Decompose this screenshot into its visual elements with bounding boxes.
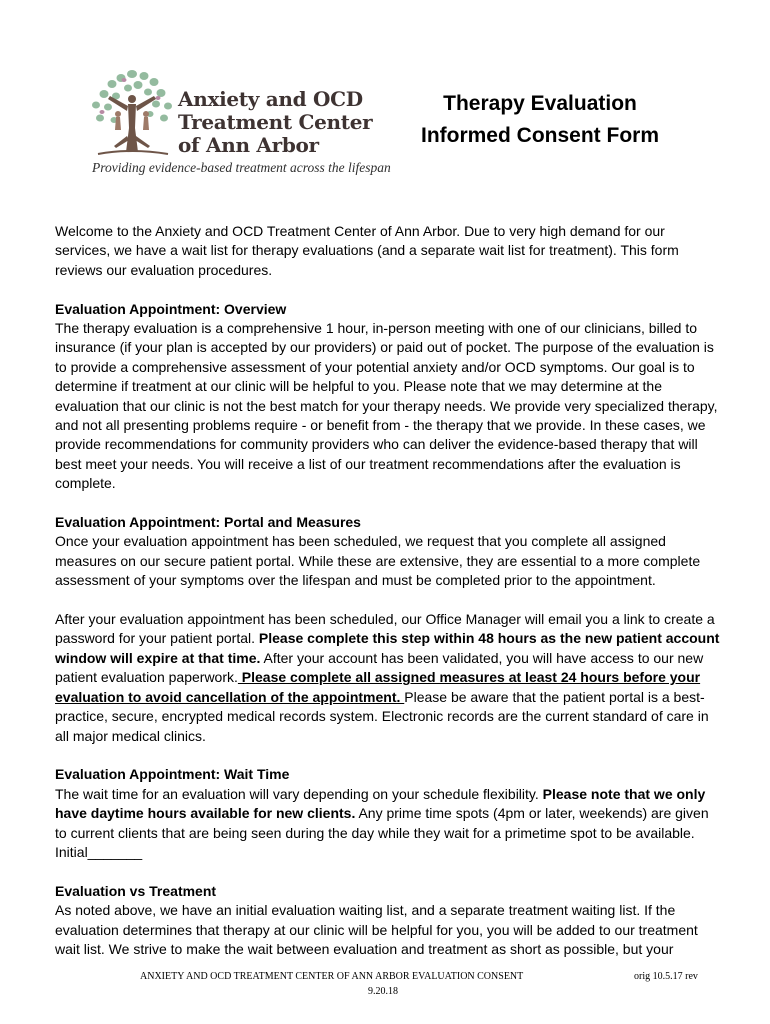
- title-line-2: Informed Consent Form: [420, 124, 659, 147]
- form-body: [55, 222, 720, 959]
- portal-heading: Evaluation Appointment: Portal and Measures: [55, 514, 361, 531]
- footer-revision: orig 10.5.17 rev: [634, 971, 698, 982]
- treatment-text: As noted above, we have an initial evaluation waiting list, and a separate treatment waiting list. If the evaluation determines that therapy at our clinic will be helpful for you, you will be added to our treatment wait list. We strive to make the wait between evaluation and treatment as short as possible, but your: [55, 902, 698, 957]
- prime-time-text: Any prime time spots (4pm or later, weekends) are given to current clients that are being seen during the day while they wait for a primetime spot to be available.: [55, 805, 709, 841]
- org-name-line: of Ann Arbor: [178, 133, 319, 157]
- portal-validation-text: After your account has been validated, you will have access to our new patient evaluation paperwork.: [55, 649, 704, 686]
- wait-time-text: The wait time for an evaluation will vary depending on your schedule flexibility.: [55, 785, 543, 802]
- portal-section: [55, 513, 720, 591]
- tagline: Providing evidence-based treatment across the lifespan: [92, 160, 391, 175]
- overview-text: The therapy evaluation is a comprehensive 1 hour, in-person meeting with one of our clinicians, billed to insurance (if your plan is accepted by our providers) or paid out of pocket. The purpose of the evaluation is to provide a comprehensive assessment of your potential anxiety and/or OCD symptoms. Our goal is to determine if treatment at our clinic will be helpful to you. Please note that we may determine at the evaluation that our clinic is not the best match for your therapy needs. We provide very specialized therapy, and not all presenting problems require - or benefit from - the therapy that we provide. In these cases, we provide recommendations for community providers who can deliver the evidence-based therapy that will best meet your needs. You will receive a list of our treatment recommendations after the evaluation is complete.: [55, 320, 718, 492]
- tree-logo-icon: [88, 66, 180, 162]
- footer-title: ANXIETY AND OCD TREATMENT CENTER OF ANN ARBOR EVALUATION CONSENT: [140, 971, 524, 982]
- overview-section: [55, 300, 720, 494]
- wait-time-heading: Evaluation Appointment: Wait Time: [55, 766, 290, 783]
- page-footer: [140, 969, 710, 999]
- clinic-logo: [88, 66, 391, 186]
- treatment-heading: Evaluation vs Treatment: [55, 882, 217, 899]
- title-line-1: Therapy Evaluation: [443, 92, 637, 115]
- organization-name: [178, 88, 372, 157]
- portal-instructions-paragraph: [55, 610, 720, 746]
- treatment-section: [55, 882, 720, 960]
- portal-instructions-text: After your evaluation appointment has been scheduled, our Office Manager will email you a link to create a password for your patient portal.: [55, 611, 715, 647]
- daytime-hours-notice: Please note that we only have daytime hours available for new clients.: [55, 785, 706, 822]
- portal-text: Once your evaluation appointment has been scheduled, we request that you complete all assigned measures on our secure patient portal. While these are extensive, they are essential to a more complete assessment of your symptoms over the lifespan and must be completed prior to the appointment.: [55, 533, 701, 589]
- overview-heading: Evaluation Appointment: Overview: [55, 300, 287, 317]
- portal-deadline-notice: Please complete this step within 48 hours as the new patient account window will expire at that time.: [55, 630, 720, 666]
- portal-security-text: Please be aware that the patient portal is a best-practice, secure, encrypted medical records system. Electronic records are the current standard of care in all major medical clinics.: [55, 688, 709, 744]
- wait-time-section: [55, 765, 720, 862]
- org-name-line: Anxiety and OCD: [178, 87, 363, 111]
- form-title: [390, 88, 690, 152]
- portal-cancellation-warning: Please complete all assigned measures at least 24 hours before your evaluation to avoid cancellation of the appointment.: [55, 669, 701, 705]
- org-name-line: Treatment Center: [178, 110, 373, 134]
- intro-paragraph: Welcome to the Anxiety and OCD Treatment Center of Ann Arbor. Due to very high demand for our services, we have a wait list for therapy evaluations (and a separate wait list for treatment). This form reviews our evaluation procedures.: [55, 223, 679, 278]
- footer-revision-date: 9.20.18: [368, 986, 398, 997]
- initial-field[interactable]: Initial_______: [55, 843, 143, 860]
